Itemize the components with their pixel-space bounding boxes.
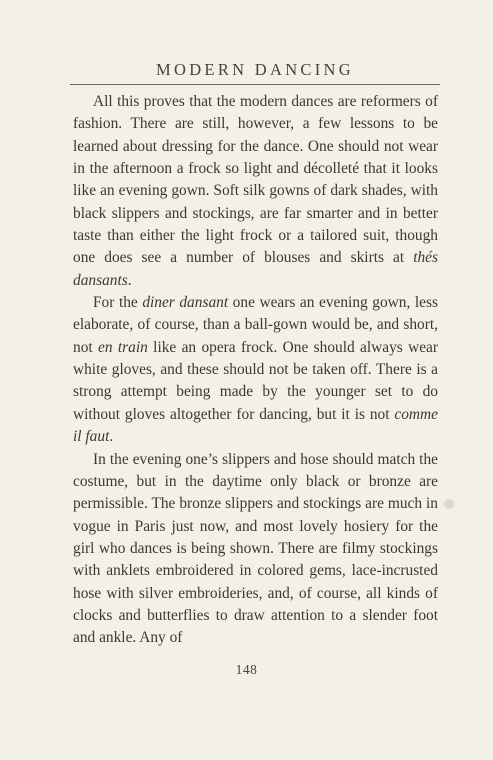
text-run: . <box>109 428 114 446</box>
text-run: like an opera frock. One should always wear white gloves, and these should not be taken off. There is a strong attempt being made by the younger set to do without gloves altogether for dancing, but it is not <box>73 338 439 423</box>
text-run: All this proves that the modern dances are reformers of fashion. There are still, however, a few lessons to be learned about dressing for the dance. One should not wear in the afternoon a frock so light and décolleté that it looks like an evening gown. Soft silk gowns of dark shades, with black slippers and stockings, are far smarter and in better taste than either the light frock or a tailored suit, though one does see a number of blouses and skirts at <box>73 93 438 267</box>
page-number: 148 <box>235 662 258 677</box>
italic-phrase: diner dansant <box>142 294 229 312</box>
paragraph <box>73 449 438 650</box>
text-run: For the <box>93 294 143 312</box>
italic-phrase: en train <box>98 338 148 356</box>
paragraph <box>73 292 438 448</box>
text-run: one wears an evening gown, less elaborate, of course, than a ball-gown would be, and short, not <box>73 294 438 356</box>
italic-phrase: thés dansants <box>73 249 438 289</box>
header-rule <box>70 84 440 85</box>
running-header: MODERN DANCING <box>156 60 354 79</box>
text-run: . <box>127 271 132 289</box>
body-text <box>73 91 438 650</box>
paragraph <box>73 91 438 292</box>
paper-blemish <box>444 499 454 509</box>
text-run: In the evening one’s slippers and hose should match the costume, but in the daytime only black or bronze are permissible. The bronze slippers and stockings are much in vogue in Paris just now, and most lovely hosiery for the girl who dances is being shown. There are filmy stockings with anklets embroidered in colored gems, lace-incrusted hose with silver embroideries, and, of course, all kinds of clocks and butterflies to draw attention to a slender foot and ankle. Any of <box>73 450 438 647</box>
italic-phrase: comme il faut <box>73 405 438 446</box>
